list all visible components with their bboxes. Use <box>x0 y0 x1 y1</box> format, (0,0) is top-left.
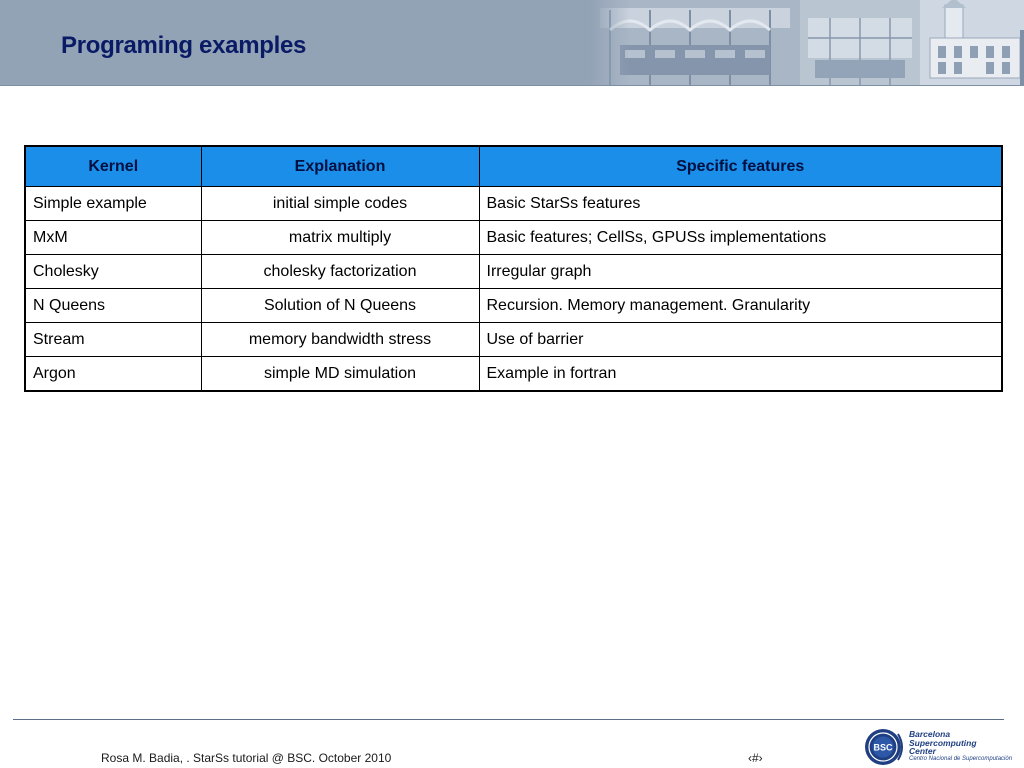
kernel-cell: Argon <box>25 357 201 392</box>
logo-subtitle: Centro Nacional de Supercomputación <box>909 756 1013 762</box>
slide-number: ‹#› <box>748 751 763 765</box>
features-cell: Irregular graph <box>479 255 1002 289</box>
explanation-cell: initial simple codes <box>201 187 479 221</box>
table-row <box>25 289 1002 323</box>
table-row <box>25 323 1002 357</box>
logo-line-2: Supercomputing <box>909 737 977 748</box>
header-band <box>0 0 1024 86</box>
examples-table <box>24 145 1003 392</box>
logo-wordmark <box>909 730 977 756</box>
kernel-cell: Simple example <box>25 187 201 221</box>
explanation-cell: cholesky factorization <box>201 255 479 289</box>
features-cell: Basic features; CellSs, GPUSs implementations <box>479 221 1002 255</box>
explanation-cell: Solution of N Queens <box>201 289 479 323</box>
page-title: Programing examples <box>61 32 307 59</box>
footer-author-text: Rosa M. Badia, . StarSs tutorial @ BSC. October 2010 <box>101 751 392 765</box>
kernel-cell: Stream <box>25 323 201 357</box>
explanation-cell: memory bandwidth stress <box>201 323 479 357</box>
table-row <box>25 187 1002 221</box>
table-row <box>25 357 1002 392</box>
column-header-explanation: Explanation <box>201 146 479 187</box>
bsc-logo <box>864 728 1013 766</box>
column-header-kernel: Kernel <box>25 146 201 187</box>
kernel-cell: Cholesky <box>25 255 201 289</box>
features-cell: Example in fortran <box>479 357 1002 392</box>
logo-line-1: Barcelona <box>909 729 951 739</box>
header-photo-collage <box>590 0 1024 85</box>
table-header-row <box>25 146 1002 187</box>
table-row <box>25 221 1002 255</box>
kernel-cell: N Queens <box>25 289 201 323</box>
features-cell: Basic StarSs features <box>479 187 1002 221</box>
building-photo-icon <box>590 0 1024 85</box>
features-cell: Recursion. Memory management. Granularity <box>479 289 1002 323</box>
features-cell: Use of barrier <box>479 323 1002 357</box>
explanation-cell: matrix multiply <box>201 221 479 255</box>
kernel-cell: MxM <box>25 221 201 255</box>
logo-line-3: Center <box>909 746 936 756</box>
explanation-cell: simple MD simulation <box>201 357 479 392</box>
logo-badge-text: BSC <box>873 742 893 753</box>
bsc-logo-icon <box>864 728 908 766</box>
column-header-specific-features: Specific features <box>479 146 1002 187</box>
examples-table-wrapper <box>24 145 1001 392</box>
table-row <box>25 255 1002 289</box>
footer-divider <box>13 719 1004 720</box>
